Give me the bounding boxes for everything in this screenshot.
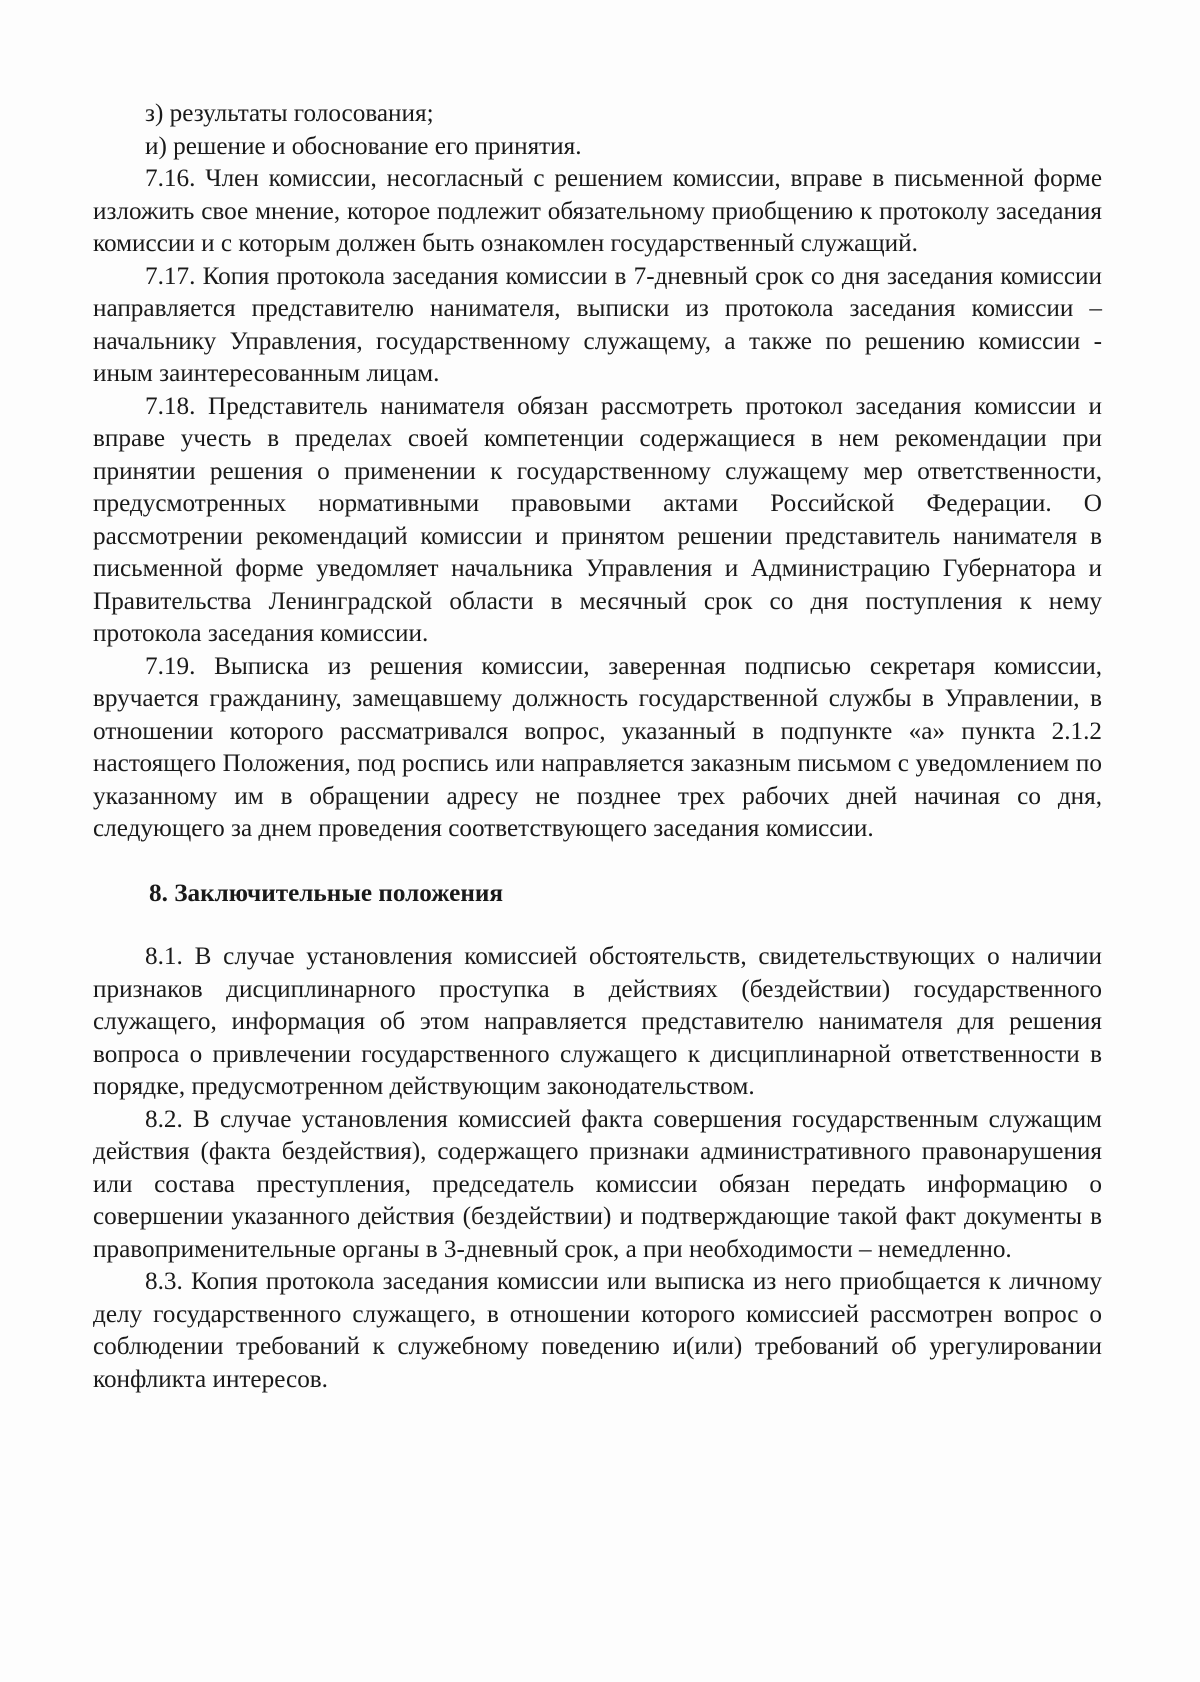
list-item-i: и) решение и обоснование его принятия. <box>145 132 582 160</box>
paragraph-7-16: 7.16. Член комиссии, несогласный с решением комиссии, вправе в письменной форме изложить свое мнение, которое подлежит обязательному приобщению к протоколу заседания комиссии и с которым должен быть ознакомлен государственный служащий. <box>93 165 1102 257</box>
paragraph-8-2: 8.2. В случае установления комиссией факта совершения государственным служащим действия (факта бездействия), содержащего признаки административного правонарушения или состава преступления, председатель комиссии обязан передать информацию о совершении указанного действия (бездействии) и подтверждающие такой факт документы в правоприменительные органы в 3-дневный срок, а при необходимости – немедленно. <box>93 1105 1102 1263</box>
paragraph-8-1: 8.1. В случае установления комиссией обстоятельств, свидетельствующих о наличии признаков дисциплинарного проступка в действиях (бездействии) государственного служащего, информация об этом направляется представителю нанимателя для решения вопроса о привлечении государственного служащего к дисциплинарной ответственности в порядке, предусмотренном действующим законодательством. <box>93 943 1102 1100</box>
paragraph-7-19: 7.19. Выписка из решения комиссии, заверенная подписью секретаря комиссии, вручается гражданину, замещавшему должность государственной службы в Управлении, в отношении которого рассматривался вопрос, указанный в подпункте «а» пункта 2.1.2 настоящего Положения, под роспись или направляется заказным письмом с уведомлением по указанному им в обращении адресу не позднее трех рабочих дней начиная со дня, следующего за днем проведения соответствующего заседания комиссии. <box>93 652 1102 842</box>
list-item-z: з) результаты голосования; <box>145 100 434 127</box>
paragraph-7-17: 7.17. Копия протокола заседания комиссии в 7-дневный срок со дня заседания комиссии направляется представителю нанимателя, выписки из протокола заседания комиссии – начальнику Управления, государственному служащему, а также по решению комиссии - иным заинтересованным лицам. <box>93 262 1102 387</box>
paragraph-8-3: 8.3. Копия протокола заседания комиссии или выписка из него приобщается к личному делу государственного служащего, в отношении которого комиссией рассмотрен вопрос о соблюдении требований к служебному поведению и(или) требований об урегулировании конфликта интересов. <box>93 1268 1102 1393</box>
section-8-heading: 8. Заключительные положения <box>149 879 504 907</box>
paragraph-7-18: 7.18. Представитель нанимателя обязан рассмотреть протокол заседания комиссии и вправе учесть в пределах своей компетенции содержащиеся в нем рекомендации при принятии решения о применении к государственному служащему мер ответственности, предусмотренных нормативными правовыми актами Российской Федерации. О рассмотрении рекомендаций комиссии и принятом решении представитель нанимателя в письменной форме уведомляет начальника Управления и Администрацию Губернатора и Правительства Ленинградской области в месячный срок со дня поступления к нему протокола заседания комиссии. <box>93 392 1102 647</box>
